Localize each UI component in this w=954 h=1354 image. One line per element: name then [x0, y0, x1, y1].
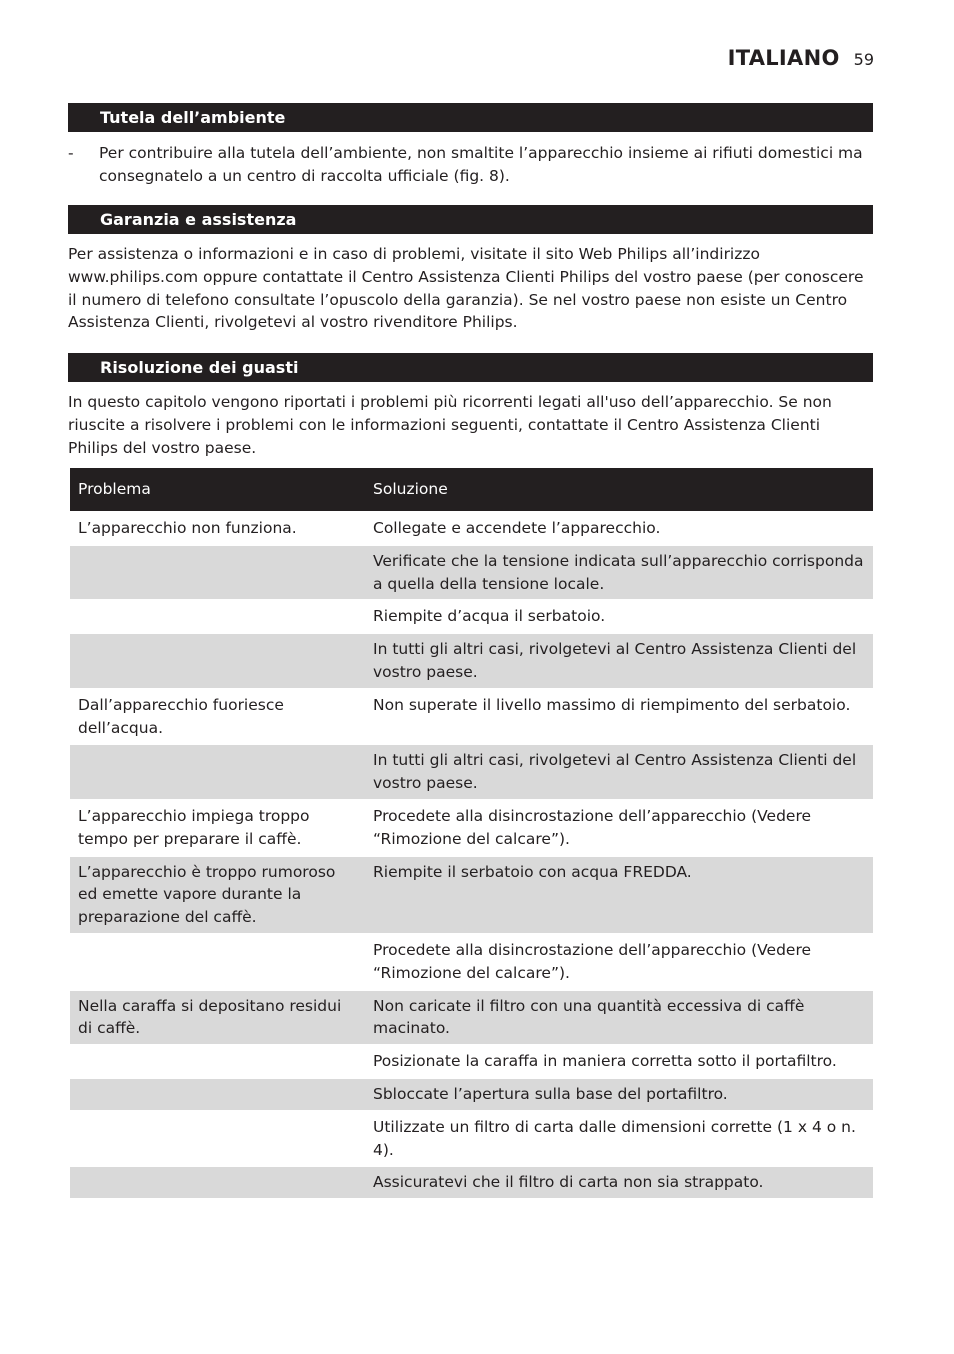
problem-cell: Nella caraffa si depositano residui di caffè.: [70, 990, 365, 1046]
problem-cell: L’apparecchio è troppo rumoroso ed emette vapore durante la preparazione del caffè.: [70, 856, 365, 934]
environment-bullet-text: Per contribuire alla tutela dell’ambiente, non smaltite l’apparecchio insieme ai rifiuti domestici ma consegnatelo a un centro di raccolta ufficiale (fig. 8).: [99, 144, 863, 185]
solution-cell: Riempite d’acqua il serbatoio.: [365, 600, 873, 633]
troubleshooting-table: [70, 468, 873, 1198]
problem-cell: [70, 600, 365, 633]
problem-cell: [70, 1166, 365, 1198]
table-row: [70, 1045, 873, 1078]
table-row: [70, 689, 873, 745]
solution-cell: Utilizzate un filtro di carta dalle dimensioni corrette (1 x 4 o n. 4).: [365, 1111, 873, 1167]
solution-cell: In tutti gli altri casi, rivolgetevi al Centro Assistenza Clienti del vostro paese.: [365, 744, 873, 800]
solution-cell: Collegate e accendete l’apparecchio.: [365, 512, 873, 545]
problem-cell: [70, 744, 365, 800]
table-row: [70, 744, 873, 800]
solution-cell: Assicuratevi che il filtro di carta non sia strappato.: [365, 1166, 873, 1198]
solution-cell: Riempite il serbatoio con acqua FREDDA.: [365, 856, 873, 934]
solution-cell: Procedete alla disincrostazione dell’apparecchio (Vedere “Rimozione del calcare”).: [365, 800, 873, 856]
table-row: [70, 545, 873, 601]
table-body: [70, 512, 873, 1198]
column-header-solution: Soluzione: [365, 468, 873, 512]
solution-cell: Verificate che la tensione indicata sull’apparecchio corrisponda a quella della tensione locale.: [365, 545, 873, 601]
table-row: [70, 856, 873, 934]
solution-cell: Non caricate il filtro con una quantità eccessiva di caffè macinato.: [365, 990, 873, 1046]
language-label: ITALIANO: [727, 46, 840, 70]
solution-cell: Sbloccate l’apertura sulla base del portafiltro.: [365, 1078, 873, 1111]
table-row: [70, 633, 873, 689]
solution-cell: Non superate il livello massimo di riempimento del serbatoio.: [365, 689, 873, 745]
problem-cell: Dall’apparecchio fuoriesce dell’acqua.: [70, 689, 365, 745]
solution-cell: Posizionate la caraffa in maniera corretta sotto il portafiltro.: [365, 1045, 873, 1078]
column-header-problem: Problema: [70, 468, 365, 512]
table-row: [70, 800, 873, 856]
problem-cell: L’apparecchio non funziona.: [70, 512, 365, 545]
table-row: [70, 600, 873, 633]
table-row: [70, 1078, 873, 1111]
problem-cell: [70, 1078, 365, 1111]
table-row: [70, 512, 873, 545]
problem-cell: [70, 545, 365, 601]
problem-cell: [70, 633, 365, 689]
solution-cell: Procedete alla disincrostazione dell’apparecchio (Vedere “Rimozione del calcare”).: [365, 934, 873, 990]
table-row: [70, 1166, 873, 1198]
table-row: [70, 1111, 873, 1167]
problem-cell: [70, 1045, 365, 1078]
page-header: [728, 46, 874, 70]
page-number: 59: [853, 50, 874, 69]
section-heading-warranty: Garanzia e assistenza: [68, 205, 873, 234]
problem-cell: [70, 934, 365, 990]
table-row: [70, 934, 873, 990]
section-heading-troubleshooting: Risoluzione dei guasti: [68, 353, 873, 382]
table-row: [70, 990, 873, 1046]
warranty-paragraph: Per assistenza o informazioni e in caso di problemi, visitate il sito Web Philips all’indirizzo www.philips.com oppure contattate il Centro Assistenza Clienti Philips del vostro paese (per conoscere il numero di telefono consultate l’opuscolo della garanzia). Se nel vostro paese non esiste un Centro Assistenza Clienti, rivolgetevi al vostro rivenditore Philips.: [68, 245, 864, 332]
table-header-row: [70, 468, 873, 512]
problem-cell: [70, 1111, 365, 1167]
problem-cell: L’apparecchio impiega troppo tempo per preparare il caffè.: [70, 800, 365, 856]
bullet-dash: -: [68, 144, 74, 162]
troubleshooting-intro: In questo capitolo vengono riportati i problemi più ricorrenti legati all'uso dell’apparecchio. Se non riuscite a risolvere i problemi con le informazioni seguenti, contattate il Centro Assistenza Clienti Philips del vostro paese.: [68, 393, 832, 457]
section-heading-environment: Tutela dell’ambiente: [68, 103, 873, 132]
solution-cell: In tutti gli altri casi, rivolgetevi al Centro Assistenza Clienti del vostro paese.: [365, 633, 873, 689]
